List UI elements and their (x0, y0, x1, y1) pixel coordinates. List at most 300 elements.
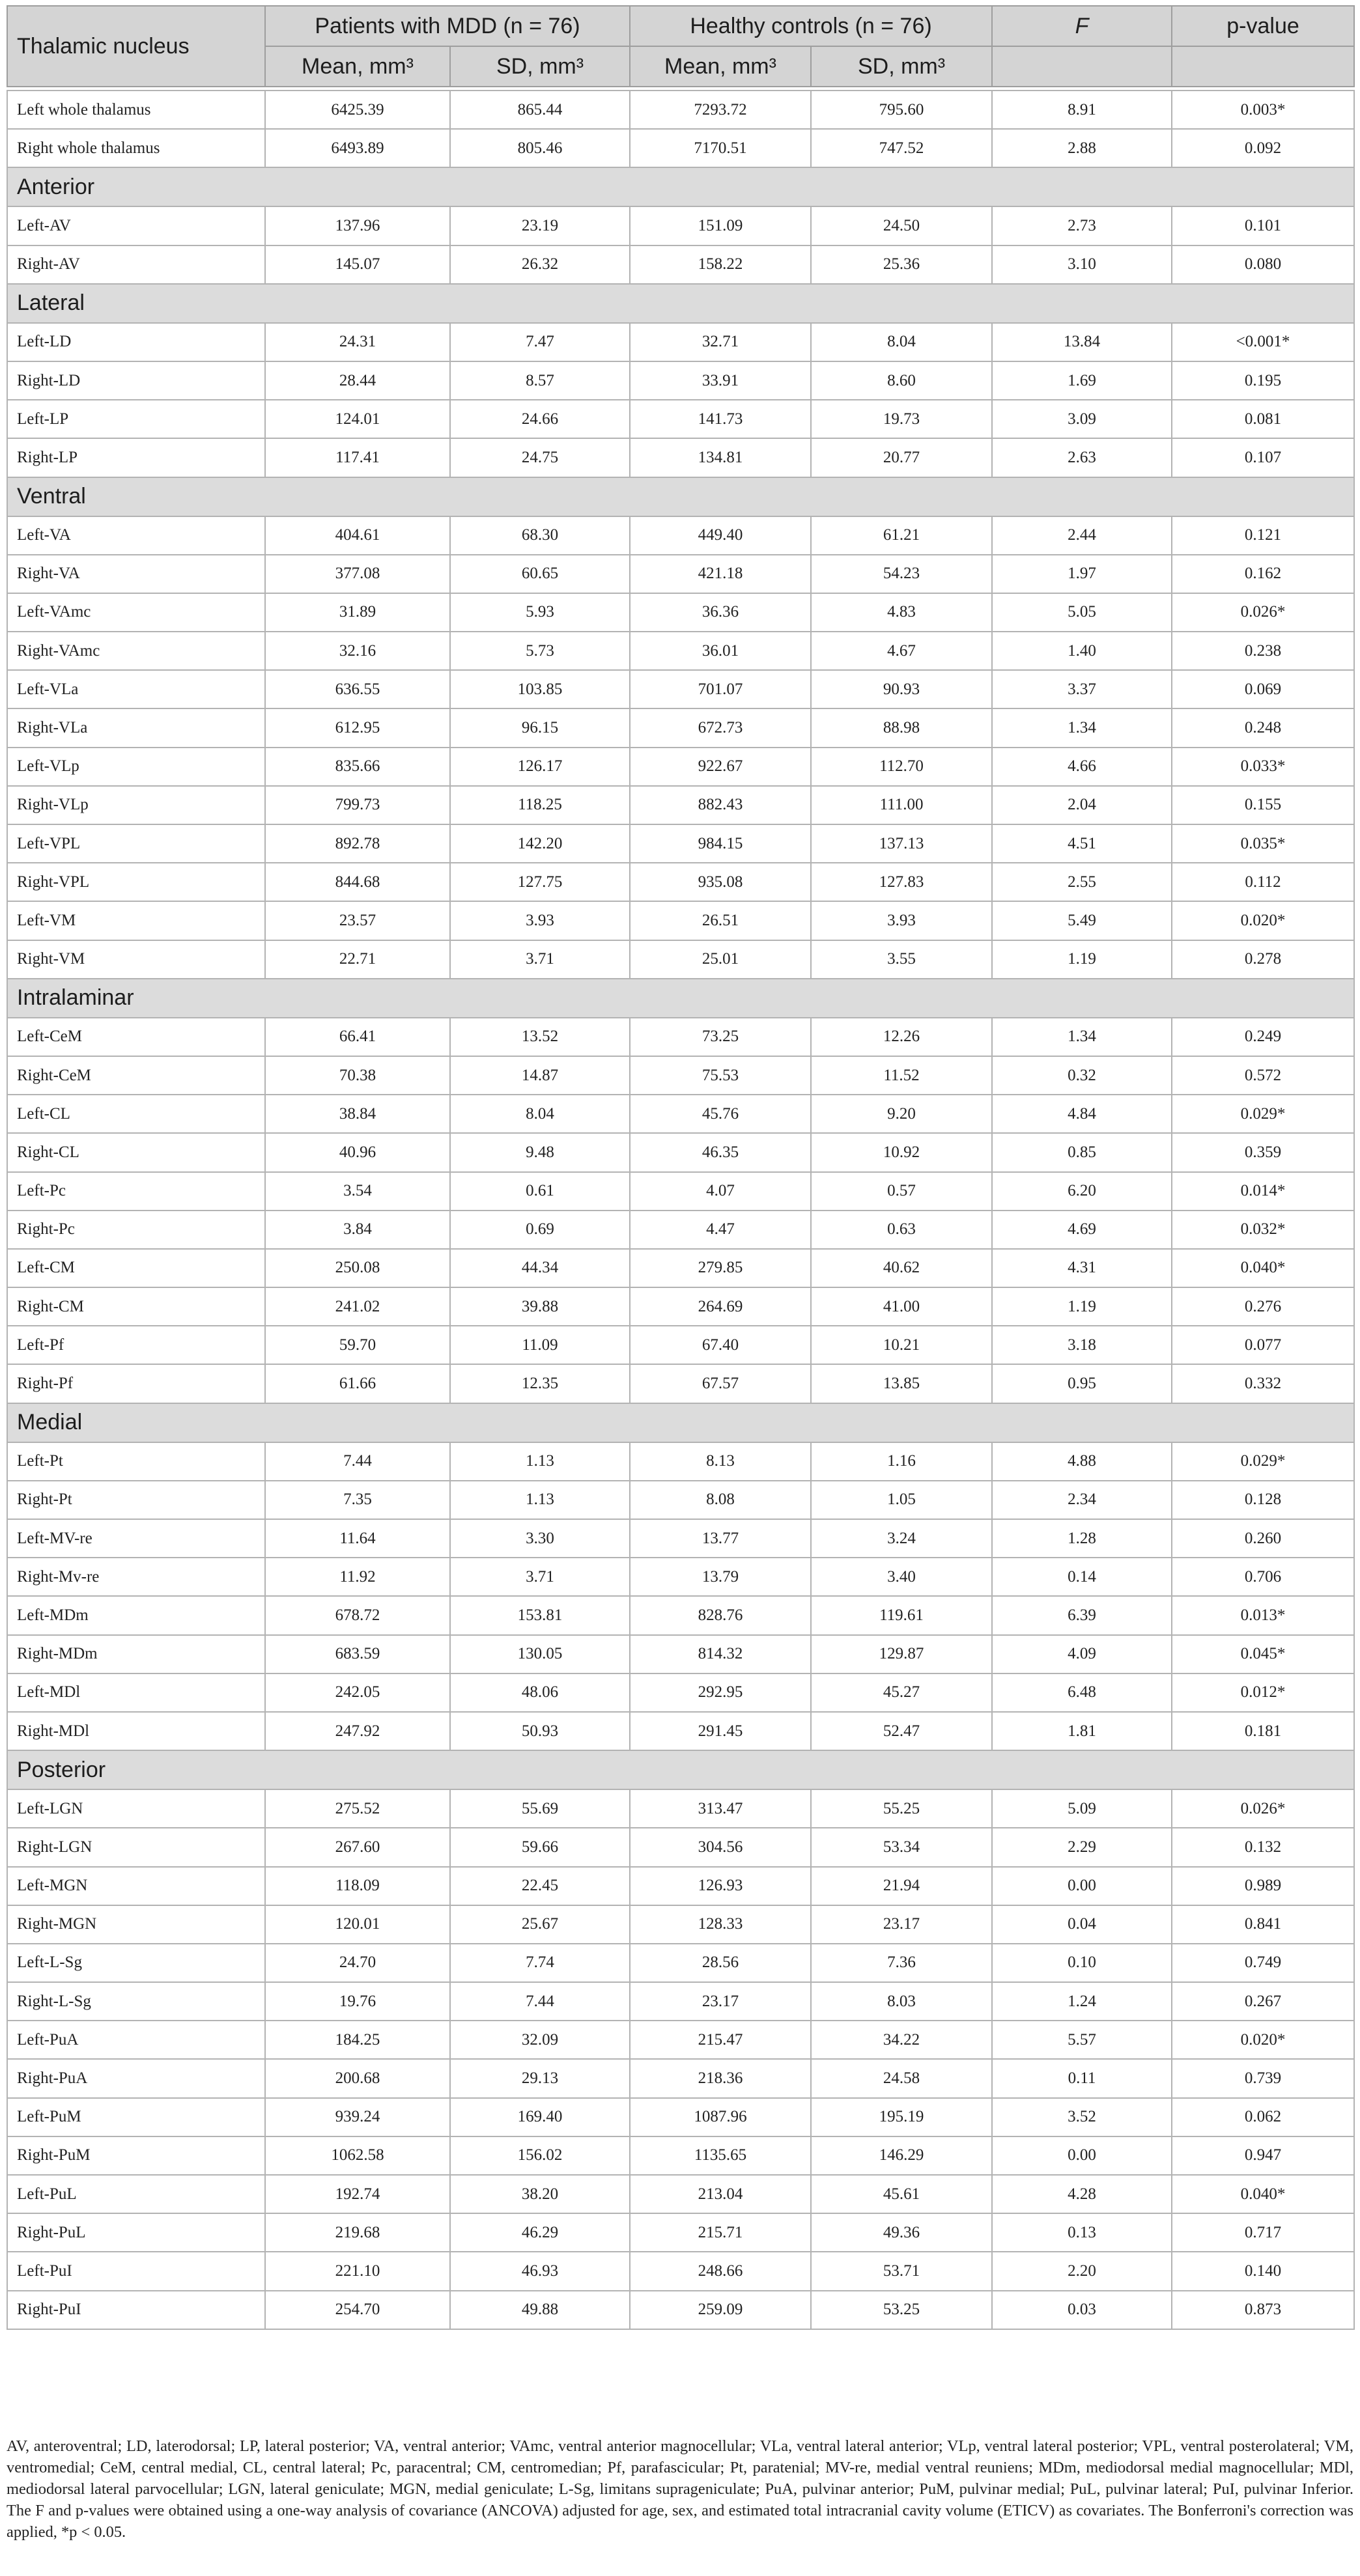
value-cell: 421.18 (630, 555, 811, 593)
value-cell: 939.24 (265, 2098, 450, 2136)
value-cell: 678.72 (265, 1596, 450, 1634)
value-cell: 14.87 (450, 1056, 630, 1095)
nucleus-label: Left-VM (7, 901, 265, 940)
nucleus-label: Right-LD (7, 361, 265, 400)
table-row (7, 400, 1354, 438)
table-row (7, 593, 1354, 632)
nucleus-label: Right-VM (7, 940, 265, 979)
value-cell: 6425.39 (265, 91, 450, 129)
value-cell: 0.276 (1172, 1287, 1354, 1326)
value-cell: 0.249 (1172, 1018, 1354, 1056)
table-row (7, 670, 1354, 708)
value-cell: 3.10 (992, 245, 1172, 284)
value-cell: 1.16 (811, 1442, 992, 1481)
value-cell: 4.31 (992, 1249, 1172, 1287)
value-cell: 814.32 (630, 1635, 811, 1673)
value-cell: 137.96 (265, 206, 450, 245)
nucleus-label: Left-MDl (7, 1673, 265, 1712)
nucleus-label: Left-CL (7, 1095, 265, 1133)
table-row (7, 1982, 1354, 2021)
value-cell: 701.07 (630, 670, 811, 708)
table-container (7, 5, 1353, 2330)
value-cell: 20.77 (811, 438, 992, 477)
value-cell: 2.88 (992, 129, 1172, 167)
value-cell: 1.19 (992, 940, 1172, 979)
nucleus-label: Left-PuL (7, 2175, 265, 2213)
value-cell: 13.85 (811, 1364, 992, 1403)
value-cell: 0.32 (992, 1056, 1172, 1095)
value-cell: 0.155 (1172, 786, 1354, 824)
value-cell: 3.71 (450, 940, 630, 979)
table-body (7, 87, 1354, 2329)
value-cell: 254.70 (265, 2291, 450, 2329)
value-cell: 0.572 (1172, 1056, 1354, 1095)
nucleus-label: Left-Pc (7, 1172, 265, 1211)
table-row (7, 1211, 1354, 1249)
value-cell: 28.56 (630, 1944, 811, 1982)
nucleus-label: Left-VPL (7, 824, 265, 863)
value-cell: 1.28 (992, 1519, 1172, 1558)
value-cell: 0.140 (1172, 2252, 1354, 2290)
value-cell: 10.21 (811, 1326, 992, 1364)
nucleus-label: Left-LD (7, 323, 265, 361)
section-row (7, 979, 1354, 1018)
value-cell: 6.48 (992, 1673, 1172, 1712)
value-cell: 3.18 (992, 1326, 1172, 1364)
header-nucleus: Thalamic nucleus (7, 6, 265, 87)
table-row (7, 2059, 1354, 2097)
value-cell: 0.267 (1172, 1982, 1354, 2021)
value-cell: 215.47 (630, 2021, 811, 2059)
nucleus-label: Left whole thalamus (7, 91, 265, 129)
table-row (7, 1249, 1354, 1287)
value-cell: 5.57 (992, 2021, 1172, 2059)
nucleus-label: Left-VLa (7, 670, 265, 708)
value-cell: 0.040* (1172, 2175, 1354, 2213)
value-cell: 1.69 (992, 361, 1172, 400)
nucleus-label: Right-Pc (7, 1211, 265, 1249)
table-row (7, 1944, 1354, 1982)
value-cell: 24.66 (450, 400, 630, 438)
section-heading: Intralaminar (7, 979, 1354, 1018)
nucleus-label: Right-PuL (7, 2213, 265, 2252)
value-cell: 0.112 (1172, 863, 1354, 901)
value-cell: 127.75 (450, 863, 630, 901)
value-cell: 865.44 (450, 91, 630, 129)
value-cell: 0.14 (992, 1558, 1172, 1596)
value-cell: 0.69 (450, 1211, 630, 1249)
value-cell: 275.52 (265, 1789, 450, 1828)
table-row (7, 748, 1354, 786)
value-cell: 1.19 (992, 1287, 1172, 1326)
value-cell: 805.46 (450, 129, 630, 167)
value-cell: 1.13 (450, 1481, 630, 1519)
value-cell: 0.11 (992, 2059, 1172, 2097)
value-cell: 48.06 (450, 1673, 630, 1712)
table-row (7, 940, 1354, 979)
value-cell: 24.58 (811, 2059, 992, 2097)
value-cell: 40.62 (811, 1249, 992, 1287)
value-cell: 8.91 (992, 91, 1172, 129)
table-row (7, 1287, 1354, 1326)
value-cell: 247.92 (265, 1712, 450, 1750)
value-cell: 158.22 (630, 245, 811, 284)
table-row (7, 1442, 1354, 1481)
value-cell: 124.01 (265, 400, 450, 438)
value-cell: 241.02 (265, 1287, 450, 1326)
value-cell: 4.07 (630, 1172, 811, 1211)
value-cell: 23.57 (265, 901, 450, 940)
value-cell: 0.081 (1172, 400, 1354, 438)
value-cell: 0.717 (1172, 2213, 1354, 2252)
value-cell: 5.73 (450, 632, 630, 670)
value-cell: 137.13 (811, 824, 992, 863)
value-cell: 0.033* (1172, 748, 1354, 786)
table-row (7, 1673, 1354, 1712)
nucleus-label: Left-Pf (7, 1326, 265, 1364)
section-heading: Lateral (7, 284, 1354, 323)
value-cell: 32.09 (450, 2021, 630, 2059)
value-cell: 0.013* (1172, 1596, 1354, 1634)
value-cell: 36.36 (630, 593, 811, 632)
value-cell: 2.55 (992, 863, 1172, 901)
nucleus-label: Right-Pf (7, 1364, 265, 1403)
value-cell: 120.01 (265, 1905, 450, 1944)
value-cell: 34.22 (811, 2021, 992, 2059)
table-row (7, 1712, 1354, 1750)
value-cell: 0.040* (1172, 1249, 1354, 1287)
value-cell: 0.278 (1172, 940, 1354, 979)
value-cell: 13.79 (630, 1558, 811, 1596)
value-cell: 0.359 (1172, 1133, 1354, 1171)
value-cell: 7.44 (450, 1982, 630, 2021)
value-cell: 218.36 (630, 2059, 811, 2097)
value-cell: 0.00 (992, 2136, 1172, 2175)
value-cell: 10.92 (811, 1133, 992, 1171)
nucleus-label: Right-LGN (7, 1828, 265, 1866)
nucleus-label: Right-AV (7, 245, 265, 284)
table-row (7, 206, 1354, 245)
value-cell: 127.83 (811, 863, 992, 901)
value-cell: 8.04 (450, 1095, 630, 1133)
table-row (7, 1056, 1354, 1095)
header-f: F (992, 6, 1172, 46)
table-row (7, 361, 1354, 400)
value-cell: 1087.96 (630, 2098, 811, 2136)
value-cell: 141.73 (630, 400, 811, 438)
nucleus-label: Left-MDm (7, 1596, 265, 1634)
value-cell: 8.57 (450, 361, 630, 400)
value-cell: 4.83 (811, 593, 992, 632)
value-cell: 1135.65 (630, 2136, 811, 2175)
value-cell: 0.092 (1172, 129, 1354, 167)
value-cell: 1.34 (992, 1018, 1172, 1056)
value-cell: 0.020* (1172, 901, 1354, 940)
value-cell: 119.61 (811, 1596, 992, 1634)
value-cell: 2.20 (992, 2252, 1172, 2290)
table-row (7, 1519, 1354, 1558)
value-cell: 7.47 (450, 323, 630, 361)
value-cell: 844.68 (265, 863, 450, 901)
table-row (7, 2213, 1354, 2252)
value-cell: 3.84 (265, 1211, 450, 1249)
value-cell: 7.44 (265, 1442, 450, 1481)
value-cell: 0.132 (1172, 1828, 1354, 1866)
value-cell: 264.69 (630, 1287, 811, 1326)
value-cell: 5.05 (992, 593, 1172, 632)
value-cell: 45.76 (630, 1095, 811, 1133)
table-row (7, 1635, 1354, 1673)
section-row (7, 477, 1354, 516)
header-mdd: Patients with MDD (n = 76) (265, 6, 630, 46)
nucleus-label: Right-CM (7, 1287, 265, 1326)
nucleus-label: Left-MV-re (7, 1519, 265, 1558)
value-cell: 50.93 (450, 1712, 630, 1750)
value-cell: 3.40 (811, 1558, 992, 1596)
nucleus-label: Right-PuM (7, 2136, 265, 2175)
value-cell: 8.08 (630, 1481, 811, 1519)
value-cell: 377.08 (265, 555, 450, 593)
value-cell: 134.81 (630, 438, 811, 477)
nucleus-label: Right-PuA (7, 2059, 265, 2097)
nucleus-label: Right-L-Sg (7, 1982, 265, 2021)
value-cell: 1.81 (992, 1712, 1172, 1750)
value-cell: 4.84 (992, 1095, 1172, 1133)
value-cell: 1.40 (992, 632, 1172, 670)
table-row (7, 438, 1354, 477)
value-cell: 112.70 (811, 748, 992, 786)
nucleus-label: Left-LP (7, 400, 265, 438)
nucleus-label: Left-AV (7, 206, 265, 245)
value-cell: 242.05 (265, 1673, 450, 1712)
value-cell: 128.33 (630, 1905, 811, 1944)
value-cell: 0.020* (1172, 2021, 1354, 2059)
value-cell: 215.71 (630, 2213, 811, 2252)
nucleus-label: Right-CeM (7, 1056, 265, 1095)
table-row (7, 2252, 1354, 2290)
section-row (7, 167, 1354, 206)
value-cell: 882.43 (630, 786, 811, 824)
value-cell: 24.31 (265, 323, 450, 361)
value-cell: 11.52 (811, 1056, 992, 1095)
value-cell: 2.44 (992, 516, 1172, 555)
value-cell: 46.93 (450, 2252, 630, 2290)
nucleus-label: Right-VA (7, 555, 265, 593)
value-cell: 292.95 (630, 1673, 811, 1712)
value-cell: 7170.51 (630, 129, 811, 167)
value-cell: 46.35 (630, 1133, 811, 1171)
value-cell: 0.045* (1172, 1635, 1354, 1673)
value-cell: 8.04 (811, 323, 992, 361)
value-cell: 0.706 (1172, 1558, 1354, 1596)
table-row (7, 863, 1354, 901)
table-row (7, 2021, 1354, 2059)
nucleus-label: Left-VAmc (7, 593, 265, 632)
value-cell: 24.70 (265, 1944, 450, 1982)
value-cell: 103.85 (450, 670, 630, 708)
nucleus-label: Right-MGN (7, 1905, 265, 1944)
value-cell: 0.989 (1172, 1867, 1354, 1905)
value-cell: 0.128 (1172, 1481, 1354, 1519)
value-cell: 291.45 (630, 1712, 811, 1750)
nucleus-label: Left-MGN (7, 1867, 265, 1905)
value-cell: 4.28 (992, 2175, 1172, 2213)
value-cell: 67.57 (630, 1364, 811, 1403)
section-heading: Posterior (7, 1750, 1354, 1789)
value-cell: 9.48 (450, 1133, 630, 1171)
value-cell: 747.52 (811, 129, 992, 167)
value-cell: 49.36 (811, 2213, 992, 2252)
value-cell: 4.51 (992, 824, 1172, 863)
table-row (7, 632, 1354, 670)
value-cell: 0.238 (1172, 632, 1354, 670)
value-cell: 32.16 (265, 632, 450, 670)
header-hc-mean: Mean, mm³ (630, 46, 811, 87)
table-row (7, 2136, 1354, 2175)
value-cell: 0.026* (1172, 1789, 1354, 1828)
nucleus-label: Left-L-Sg (7, 1944, 265, 1982)
value-cell: 8.13 (630, 1442, 811, 1481)
section-row (7, 1403, 1354, 1442)
value-cell: 0.029* (1172, 1095, 1354, 1133)
value-cell: 23.17 (630, 1982, 811, 2021)
value-cell: 54.23 (811, 555, 992, 593)
value-cell: 0.13 (992, 2213, 1172, 2252)
value-cell: 61.21 (811, 516, 992, 555)
value-cell: 11.09 (450, 1326, 630, 1364)
value-cell: 31.89 (265, 593, 450, 632)
value-cell: 12.26 (811, 1018, 992, 1056)
value-cell: 153.81 (450, 1596, 630, 1634)
value-cell: 4.66 (992, 748, 1172, 786)
value-cell: 2.29 (992, 1828, 1172, 1866)
value-cell: 53.34 (811, 1828, 992, 1866)
value-cell: 213.04 (630, 2175, 811, 2213)
nucleus-label: Right-VLa (7, 708, 265, 747)
value-cell: 44.34 (450, 1249, 630, 1287)
value-cell: 0.260 (1172, 1519, 1354, 1558)
value-cell: 156.02 (450, 2136, 630, 2175)
value-cell: 304.56 (630, 1828, 811, 1866)
value-cell: 1.05 (811, 1481, 992, 1519)
value-cell: 0.026* (1172, 593, 1354, 632)
value-cell: 0.739 (1172, 2059, 1354, 2097)
nucleus-label: Right-VPL (7, 863, 265, 901)
value-cell: 0.012* (1172, 1673, 1354, 1712)
value-cell: 26.51 (630, 901, 811, 940)
value-cell: 142.20 (450, 824, 630, 863)
header-hc: Healthy controls (n = 76) (630, 6, 992, 46)
nucleus-label: Left-LGN (7, 1789, 265, 1828)
value-cell: 38.84 (265, 1095, 450, 1133)
nucleus-label: Left-VA (7, 516, 265, 555)
value-cell: 23.17 (811, 1905, 992, 1944)
table-row (7, 1558, 1354, 1596)
value-cell: 0.841 (1172, 1905, 1354, 1944)
value-cell: 24.50 (811, 206, 992, 245)
value-cell: 25.01 (630, 940, 811, 979)
value-cell: 250.08 (265, 1249, 450, 1287)
value-cell: 3.30 (450, 1519, 630, 1558)
value-cell: 1.97 (992, 555, 1172, 593)
nucleus-label: Right-Mv-re (7, 1558, 265, 1596)
value-cell: 3.93 (811, 901, 992, 940)
value-cell: 126.17 (450, 748, 630, 786)
value-cell: 21.94 (811, 1867, 992, 1905)
value-cell: 3.93 (450, 901, 630, 940)
value-cell: 248.66 (630, 2252, 811, 2290)
value-cell: 1.34 (992, 708, 1172, 747)
value-cell: 195.19 (811, 2098, 992, 2136)
header-mdd-sd: SD, mm³ (450, 46, 630, 87)
value-cell: 0.03 (992, 2291, 1172, 2329)
value-cell: 53.25 (811, 2291, 992, 2329)
value-cell: 68.30 (450, 516, 630, 555)
value-cell: 0.014* (1172, 1172, 1354, 1211)
table-row (7, 1481, 1354, 1519)
value-cell: 672.73 (630, 708, 811, 747)
value-cell: 5.93 (450, 593, 630, 632)
value-cell: 4.88 (992, 1442, 1172, 1481)
value-cell: 0.035* (1172, 824, 1354, 863)
value-cell: 53.71 (811, 2252, 992, 2290)
value-cell: 892.78 (265, 824, 450, 863)
value-cell: 0.069 (1172, 670, 1354, 708)
nucleus-label: Right-CL (7, 1133, 265, 1171)
table-row (7, 1364, 1354, 1403)
value-cell: 184.25 (265, 2021, 450, 2059)
section-row (7, 284, 1354, 323)
table-row (7, 1596, 1354, 1634)
value-cell: 0.04 (992, 1905, 1172, 1944)
value-cell: 23.19 (450, 206, 630, 245)
value-cell: 73.25 (630, 1018, 811, 1056)
value-cell: 0.248 (1172, 708, 1354, 747)
value-cell: 26.32 (450, 245, 630, 284)
value-cell: 13.77 (630, 1519, 811, 1558)
value-cell: 96.15 (450, 708, 630, 747)
table-row (7, 1789, 1354, 1828)
header-mdd-mean: Mean, mm³ (265, 46, 450, 87)
value-cell: 59.66 (450, 1828, 630, 1866)
table-row (7, 1326, 1354, 1364)
nucleus-label: Left-PuM (7, 2098, 265, 2136)
value-cell: 636.55 (265, 670, 450, 708)
value-cell: 0.85 (992, 1133, 1172, 1171)
value-cell: 0.61 (450, 1172, 630, 1211)
table-row (7, 1828, 1354, 1866)
value-cell: 0.003* (1172, 91, 1354, 129)
table-row (7, 2175, 1354, 2213)
value-cell: 6.20 (992, 1172, 1172, 1211)
thalamic-volume-table (7, 5, 1355, 2330)
value-cell: 60.65 (450, 555, 630, 593)
nucleus-label: Left-CeM (7, 1018, 265, 1056)
value-cell: 130.05 (450, 1635, 630, 1673)
value-cell: 19.76 (265, 1982, 450, 2021)
value-cell: 3.24 (811, 1519, 992, 1558)
value-cell: 3.55 (811, 940, 992, 979)
value-cell: 2.34 (992, 1481, 1172, 1519)
table-row (7, 516, 1354, 555)
value-cell: 29.13 (450, 2059, 630, 2097)
value-cell: 0.873 (1172, 2291, 1354, 2329)
value-cell: 267.60 (265, 1828, 450, 1866)
value-cell: 219.68 (265, 2213, 450, 2252)
value-cell: 7.74 (450, 1944, 630, 1982)
nucleus-label: Right-Pt (7, 1481, 265, 1519)
value-cell: 8.03 (811, 1982, 992, 2021)
